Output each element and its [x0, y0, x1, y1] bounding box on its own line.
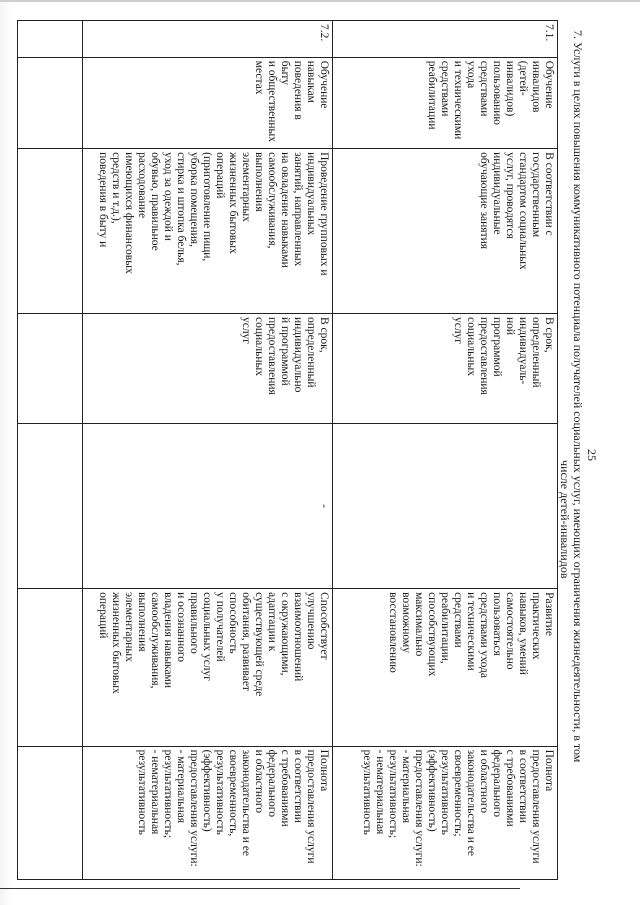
empty-cell: [18, 149, 83, 314]
service-result: Способствует улучшению взаимоотношений с окружающими, адаптации к существующей среде обитания, развивает способность у получателей социальных услуг правильного и осознанного владения навыками самообслуживания, выполнения элементарных жизненных бытовых операций: [83, 589, 333, 747]
empty-cell: [18, 57, 83, 148]
page-number: 25: [585, 449, 599, 461]
service-blank: -: [83, 424, 333, 589]
section-heading-continued: числе детей-инвалидов: [558, 460, 572, 579]
empty-cell: [18, 21, 83, 58]
table-row-empty: [18, 21, 83, 880]
service-term: В срок, определенный индивидуально й программой предоставления социальных услуг: [83, 313, 333, 423]
service-description: Проведение групповых и индивидуальных занятий, направленных на овладение навыками самообслуживания, выполнения элементарных жизненных бытовых операций (приготовление пищи, уборка помещения, стирка и штопка белья, уход за одеждой и обувью, правильное расходование имеющихся финансовых средств и т.д.), поведения в быту и: [83, 149, 333, 314]
service-quality: Полнота предоставления услуги в соответствии с требованиями федерального и областного законодательства и ее своевременность, результативность (эффективность) предоставления услуги: - материальная результативность; - нематериальная результативность: [83, 746, 333, 879]
service-name: Обучение навыкам поведения в быту и общественных местах: [83, 57, 333, 148]
service-description: В соответствии с государственным стандартом социальных услуг, проводятся индивидуальные обучающие занятия: [333, 149, 558, 314]
empty-cell: [18, 424, 83, 589]
section-heading: 7. Услуги в целях повышения коммуникативного потенциала получателей социальных услуг, имеющих ограничения жизнедеятельности, в том: [571, 30, 585, 763]
empty-cell: [18, 313, 83, 423]
empty-cell: [18, 589, 83, 747]
scan-top-edge: [0, 0, 640, 2]
row-number: 7.2.: [83, 21, 333, 58]
table-row: [83, 21, 333, 880]
service-result: Развитие практических навыков, умений самостоятельно пользоваться средствами ухода и техническими средствами реабилитации, способствующих максимально возможному восстановлению: [333, 589, 558, 747]
services-table: [17, 20, 558, 880]
service-term: В срок, определенный индивидуаль- ной программой предоставления социальных услуг: [333, 313, 558, 423]
service-quality: Полнота предоставления услуги в соответствии с требованиями федерального и областного законодательства и ее своевременность; результативность (эффективность) предоставления услуги: - материальная результативность; - нематериальная результативность: [333, 746, 558, 879]
row-number: 7.1.: [333, 21, 558, 58]
service-blank: [333, 424, 558, 589]
service-name: Обучение инвалидов (детей- инвалидов) пользованию средствами ухода и техническими средствами реабилитации: [333, 57, 558, 148]
scan-bottom-line: [0, 888, 520, 889]
table-row: [333, 21, 558, 880]
rotated-document: [10, 20, 599, 880]
empty-cell: [18, 746, 83, 879]
